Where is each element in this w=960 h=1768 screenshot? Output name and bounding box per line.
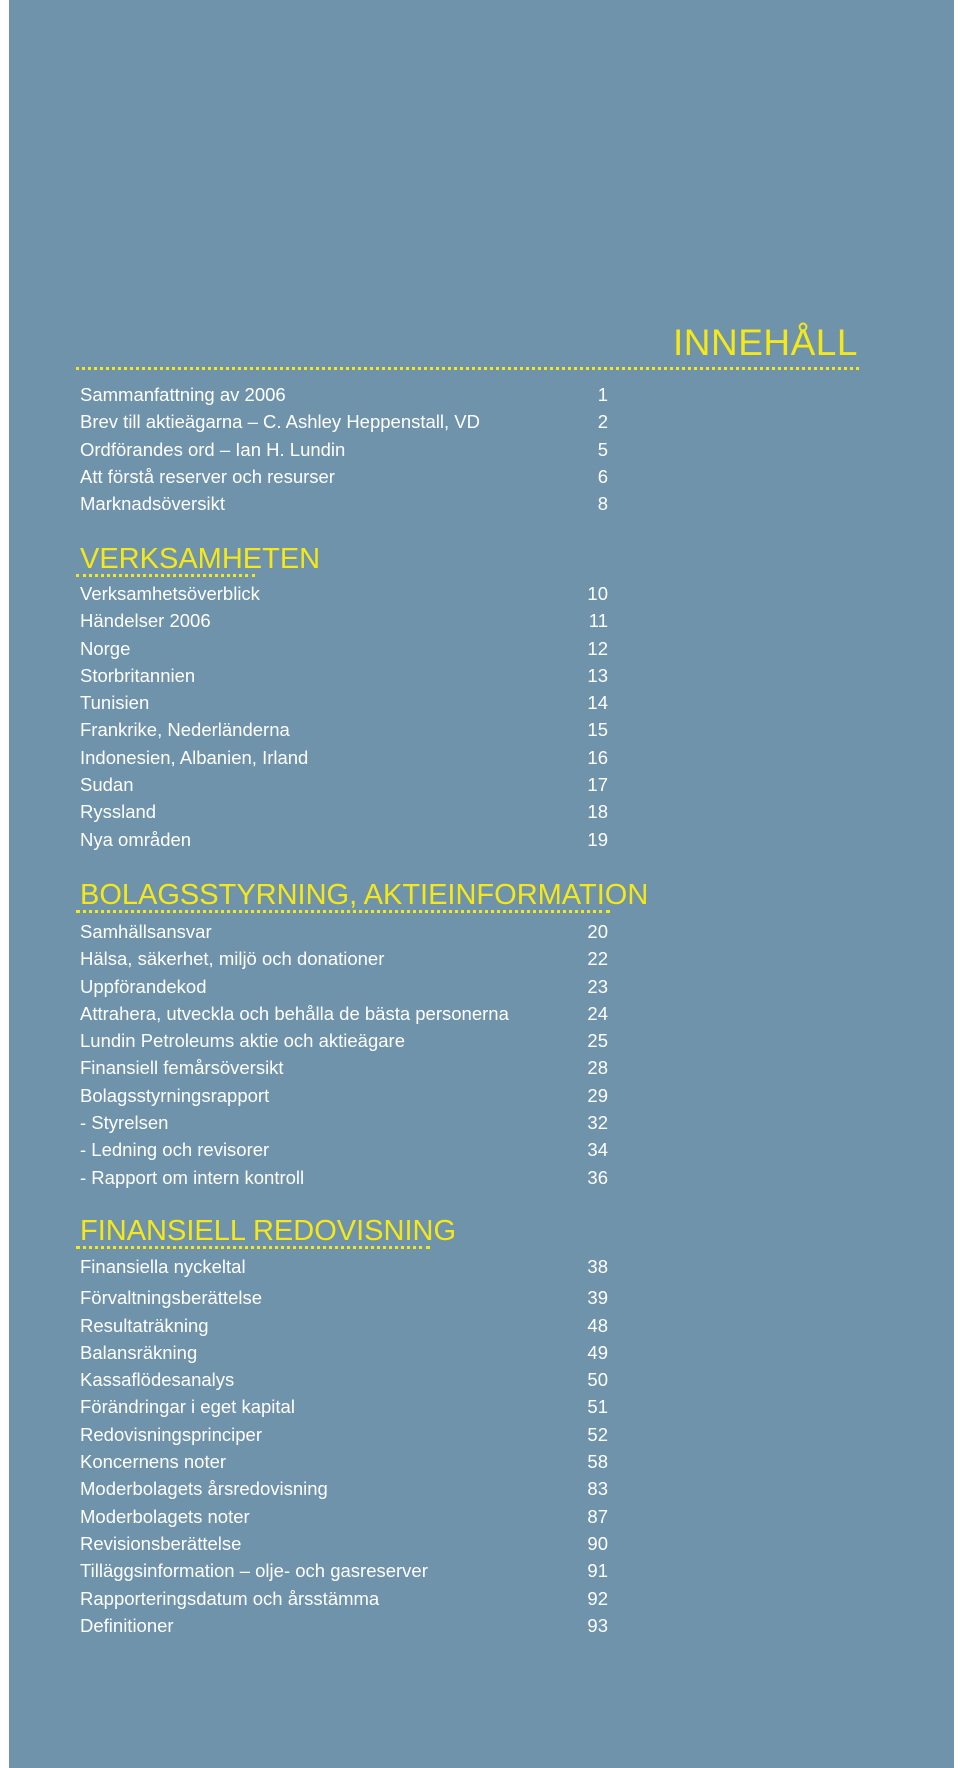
contents-page [9, 0, 954, 1768]
page-title: INNEHÅLL [673, 322, 858, 363]
toc-entry-page: 22 [587, 948, 608, 970]
toc-entry[interactable] [80, 973, 608, 1000]
toc-entry-page: 32 [587, 1112, 608, 1134]
toc-entry-page: 52 [587, 1423, 608, 1445]
toc-entry-label: Ordförandes ord – Ian H. Lundin [80, 438, 346, 460]
toc-entry-label: Indonesien, Albanien, Irland [80, 746, 309, 768]
toc-entry-page: 10 [587, 583, 608, 604]
toc-entry[interactable] [80, 826, 608, 853]
toc-entry-page: 17 [587, 774, 608, 796]
toc-entry[interactable] [80, 1000, 608, 1027]
toc-entry-page: 28 [587, 1057, 608, 1079]
toc-entry-page: 25 [587, 1030, 608, 1052]
toc-entry[interactable] [80, 1421, 608, 1448]
toc-entry-page: 15 [587, 719, 608, 741]
toc-entry-label: Att förstå reserver och resurser [80, 465, 335, 487]
toc-entry[interactable] [80, 607, 608, 634]
toc-entry-label: Rapporteringsdatum och årsstämma [80, 1587, 380, 1609]
toc-entry-label: Verksamhetsöverblick [80, 583, 260, 604]
toc-entry[interactable] [80, 945, 608, 972]
toc-entry-label: Moderbolagets årsredovisning [80, 1478, 328, 1500]
section-dotted-rule [76, 574, 255, 577]
toc-entry-page: 51 [587, 1396, 608, 1418]
toc-entry[interactable] [80, 662, 608, 689]
toc-entry[interactable] [80, 1054, 608, 1081]
section-heading-finansiell-redovisning: FINANSIELL REDOVISNING [80, 1215, 457, 1247]
toc-entry[interactable] [80, 744, 608, 771]
toc-entry[interactable] [80, 408, 608, 435]
toc-entry-label: Tilläggsinformation – olje- och gasreserver [80, 1560, 428, 1582]
toc-entry-label: Moderbolagets noter [80, 1505, 250, 1527]
toc-entry-page: 50 [587, 1369, 608, 1391]
toc-entry-page: 58 [587, 1451, 608, 1473]
toc-entry-page: 49 [587, 1341, 608, 1363]
toc-entry-label: Redovisningsprinciper [80, 1423, 263, 1445]
toc-entry-label: Koncernens noter [80, 1451, 227, 1473]
toc-entry-label: Hälsa, säkerhet, miljö och donationer [80, 948, 385, 970]
toc-entry-label: Brev till aktieägarna – C. Ashley Heppenstall, VD [80, 411, 481, 433]
toc-entry-label: Frankrike, Nederländerna [80, 719, 290, 741]
toc-entry[interactable] [80, 463, 608, 490]
section-list-finansiell-redovisning [80, 1253, 608, 1639]
toc-entry-page: 14 [587, 692, 608, 714]
toc-entry-page: 87 [587, 1505, 608, 1527]
toc-entry-page: 13 [587, 664, 608, 686]
section-dotted-rule [76, 910, 610, 913]
toc-entry-page: 92 [587, 1587, 608, 1609]
toc-entry-label: Finansiell femårsöversikt [80, 1057, 284, 1079]
toc-entry-label: Definitioner [80, 1614, 174, 1636]
toc-entry[interactable] [80, 918, 608, 945]
toc-entry-label: Norge [80, 637, 131, 659]
toc-entry-label: - Rapport om intern kontroll [80, 1166, 305, 1188]
toc-entry[interactable] [80, 1312, 608, 1339]
toc-entry[interactable] [80, 436, 608, 463]
toc-entry-page: 91 [587, 1560, 608, 1582]
toc-entry-page: 6 [597, 465, 608, 487]
toc-entry-label: Lundin Petroleums aktie och aktieägare [80, 1030, 405, 1052]
toc-entry[interactable] [80, 716, 608, 743]
toc-entry-page: 12 [587, 637, 608, 659]
toc-entry[interactable] [80, 1585, 608, 1612]
toc-entry[interactable] [80, 580, 608, 607]
toc-entry-label: Händelser 2006 [80, 610, 211, 632]
toc-entry[interactable] [80, 1557, 608, 1584]
toc-entry-label: Uppförandekod [80, 975, 207, 997]
toc-entry[interactable] [80, 635, 608, 662]
section-list-bolagsstyrning [80, 918, 608, 1191]
toc-entry[interactable] [80, 798, 608, 825]
toc-entry-label: Ryssland [80, 801, 157, 823]
toc-entry[interactable] [80, 1393, 608, 1420]
toc-entry[interactable] [80, 490, 608, 517]
toc-entry[interactable] [80, 1530, 608, 1557]
toc-entry[interactable] [80, 1448, 608, 1475]
toc-entry[interactable] [80, 1503, 608, 1530]
section-heading-verksamheten: VERKSAMHETEN [80, 543, 321, 575]
toc-entry[interactable] [80, 1136, 608, 1163]
toc-entry-page: 24 [587, 1002, 608, 1024]
toc-entry-label: Resultaträkning [80, 1314, 209, 1336]
toc-entry[interactable] [80, 1339, 608, 1366]
toc-entry[interactable] [80, 1366, 608, 1393]
toc-entry-label: Bolagsstyrningsrapport [80, 1084, 270, 1106]
toc-entry-page: 23 [587, 975, 608, 997]
toc-entry-page: 83 [587, 1478, 608, 1500]
toc-entry[interactable] [80, 1475, 608, 1502]
toc-entry-page: 48 [587, 1314, 608, 1336]
toc-entry-label: Finansiella nyckeltal [80, 1256, 246, 1277]
toc-entry-label: - Ledning och revisorer [80, 1139, 270, 1161]
toc-entry-page: 93 [587, 1614, 608, 1636]
toc-entry-label: Kassaflödesanalys [80, 1369, 235, 1391]
toc-entry[interactable] [80, 771, 608, 798]
toc-entry[interactable] [80, 1082, 608, 1109]
toc-entry[interactable] [80, 1109, 608, 1136]
section-dotted-rule [76, 1246, 430, 1249]
toc-entry-page: 19 [587, 828, 608, 850]
toc-entry-page: 36 [587, 1166, 608, 1188]
toc-entry-page: 34 [587, 1139, 608, 1161]
toc-entry-page: 38 [587, 1256, 608, 1277]
toc-entry-page: 39 [587, 1287, 608, 1309]
toc-entry-label: Attrahera, utveckla och behålla de bästa personerna [80, 1002, 509, 1024]
section-list-verksamheten [80, 580, 608, 853]
toc-entry-page: 8 [597, 493, 608, 515]
toc-entry-label: Förvaltningsberättelse [80, 1287, 263, 1309]
section-heading-bolagsstyrning: BOLAGSSTYRNING, AKTIEINFORMATION [80, 879, 649, 911]
toc-entry[interactable] [80, 1164, 608, 1191]
toc-entry-page: 90 [587, 1532, 608, 1554]
toc-entry-page: 20 [587, 921, 608, 942]
toc-entry-page: 1 [597, 384, 608, 405]
toc-entry-label: Sudan [80, 774, 134, 796]
toc-entry[interactable] [80, 381, 608, 408]
toc-entry-page: 29 [587, 1084, 608, 1106]
toc-entry[interactable] [80, 1027, 608, 1054]
toc-entry-label: Samhällsansvar [80, 921, 212, 942]
toc-entry-label: Tunisien [80, 692, 150, 714]
toc-entry-page: 5 [597, 438, 608, 460]
toc-entry-page: 2 [597, 411, 608, 433]
toc-entry-page: 11 [588, 610, 608, 632]
toc-entry-label: Förändringar i eget kapital [80, 1396, 295, 1418]
toc-entry-label: Nya områden [80, 828, 192, 850]
title-dotted-rule [76, 367, 859, 370]
toc-entry-label: - Styrelsen [80, 1112, 169, 1134]
toc-entry-page: 16 [587, 746, 608, 768]
toc-entry-label: Sammanfattning av 2006 [80, 384, 286, 405]
toc-entry-label: Balansräkning [80, 1341, 198, 1363]
toc-entry[interactable] [80, 1253, 608, 1280]
toc-entry-label: Marknadsöversikt [80, 493, 225, 515]
toc-entry[interactable] [80, 1612, 608, 1639]
toc-entry-page: 18 [587, 801, 608, 823]
intro-list [80, 381, 608, 517]
toc-entry[interactable] [80, 689, 608, 716]
toc-entry[interactable] [80, 1284, 608, 1311]
toc-entry-label: Storbritannien [80, 664, 196, 686]
toc-entry-label: Revisionsberättelse [80, 1532, 242, 1554]
